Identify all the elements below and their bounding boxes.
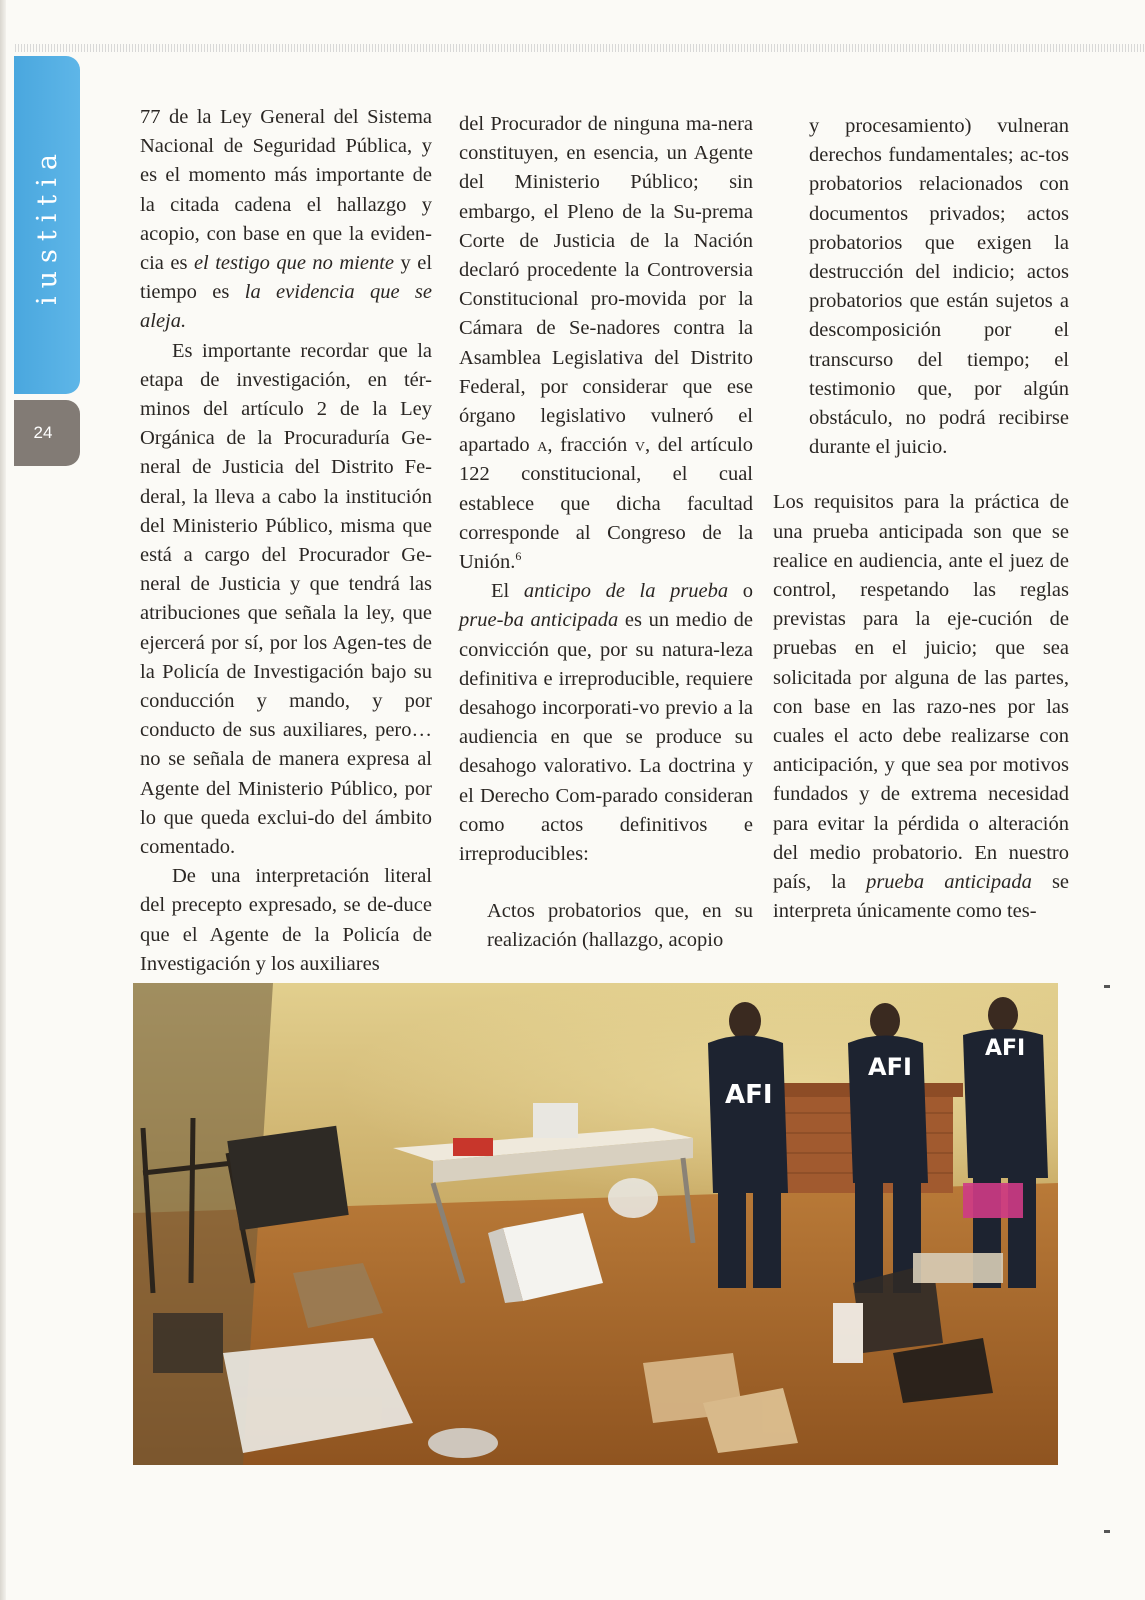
small-caps-text: a <box>537 434 548 457</box>
page-edge <box>0 0 6 1600</box>
block-quote: Actos probatorios que, en su realización (hallazgo, acopio <box>487 900 753 952</box>
emphasis-text: prueba anticipada <box>866 871 1032 894</box>
paragraph-text: se interpreta únicamente como tes- <box>773 871 1070 923</box>
page-number: 24 <box>14 400 80 466</box>
top-rule <box>15 44 1145 52</box>
vest-label: AFI <box>985 1036 1026 1061</box>
text-column-1 <box>140 103 432 979</box>
paragraph <box>773 488 1069 926</box>
paragraph <box>140 103 432 337</box>
paragraph-text: del Procurador de ninguna ma-nera constituyen, en esencia, un Agente del Ministerio Público; sin embargo, el Pleno de la Su-prema Corte de Justicia de la Nación declaró procedente la Controversia Constitucional pro-movida por la Cámara de Se-nadores contra la Asamblea Legislativa del Distrito Federal, por considerar que ese órgano legislativo vulneró el apartado <box>459 113 753 457</box>
emphasis-text: prue-ba anticipada <box>459 609 619 632</box>
vest-label: AFI <box>868 1053 912 1081</box>
paragraph-text: es un medio de convicción que, por su natura-leza definitiva e irreproducible, requiere desahogo incorporati-vo previo a la audiencia en que se produce su desahogo valorativo. La doctrina y el Derecho Com-parado consideran como actos definitivos e irreproducibles: <box>459 609 754 866</box>
paragraph-text: y el tiempo es <box>140 252 433 304</box>
paragraph-text: o <box>742 580 753 603</box>
paragraph <box>459 110 753 577</box>
paragraph-text: , del artículo 122 constitucional, el cual establece que dicha facultad corresponde al Congreso de la Unión. <box>459 434 754 574</box>
emphasis-text: la evidencia que se aleja. <box>140 281 432 333</box>
scan-mark <box>1104 1530 1110 1533</box>
paragraph: Es importante recordar que la etapa de investigación, en tér-minos del artículo 2 de la Ley Orgánica de la Procuraduría Ge-neral de Justicia del Distrito Fe-deral, la lleva a cabo la institución del Ministerio Público, misma que está a cargo del Procurador Ge-neral de Justicia y que tendrá las atribuciones que señala la ley, que ejercerá por sí, por los Agen-tes de la Policía de Investigación bajo su conducción y mando, y por conducto de sus auxiliares, pero… no se señala de manera expresa al Agente del Ministerio Público, por lo que queda exclui-do del ámbito comentado. <box>140 339 432 859</box>
small-caps-text: v <box>634 434 645 457</box>
footnote-marker: 6 <box>515 549 522 564</box>
block-quote-continued: y procesamiento) vulneran derechos fundamentales; ac-tos probatorios relacionados con documentos privados; actos probatorios que exigen la destrucción del indicio; actos probatorios que están sujetos a descomposición por el transcurso del tiempo; el testimonio que, por algún obstáculo, no podrá recibirse durante el juicio. <box>809 115 1069 459</box>
emphasis-text: anticipo de la prueba <box>523 580 729 603</box>
text-column-3 <box>773 112 1069 926</box>
vest-label: AFI <box>725 1080 773 1110</box>
scan-mark <box>1104 985 1110 988</box>
paragraph-text: El <box>491 580 510 603</box>
paragraph: De una interpretación literal del precepto expresado, se de-duce que el Agente de la Policía de Investigación y los auxiliares <box>140 865 432 975</box>
paragraph-text: 77 de la Ley General del Sistema Nacional de Seguridad Pública, y es el momento más importante de la citada cadena el hallazgo y acopio, con base en que la eviden-cia es <box>140 106 432 275</box>
text-column-2 <box>459 110 753 956</box>
paragraph-text: Los requisitos para la práctica de una prueba anticipada son que se realice en audiencia, ante el juez de control, respetando las reglas previstas para la eje-cución de pruebas en el juicio; que sea solicitada por alguna de las partes, con base en las razo-nes por las cuales el acto debe realizarse con anticipación, y que sea por motivos fundados y de extrema necesidad para evitar la pérdida o alteración del medio probatorio. En nuestro país, la <box>773 491 1069 894</box>
photo-illustration <box>133 983 1058 1465</box>
crime-scene-photo <box>133 983 1058 1465</box>
paragraph-text: , fracción <box>547 434 628 457</box>
paragraph <box>459 577 753 869</box>
section-tab-label <box>14 56 80 394</box>
section-tab-text: iustitia <box>31 145 63 305</box>
emphasis-text: el testigo que no miente <box>193 252 395 275</box>
